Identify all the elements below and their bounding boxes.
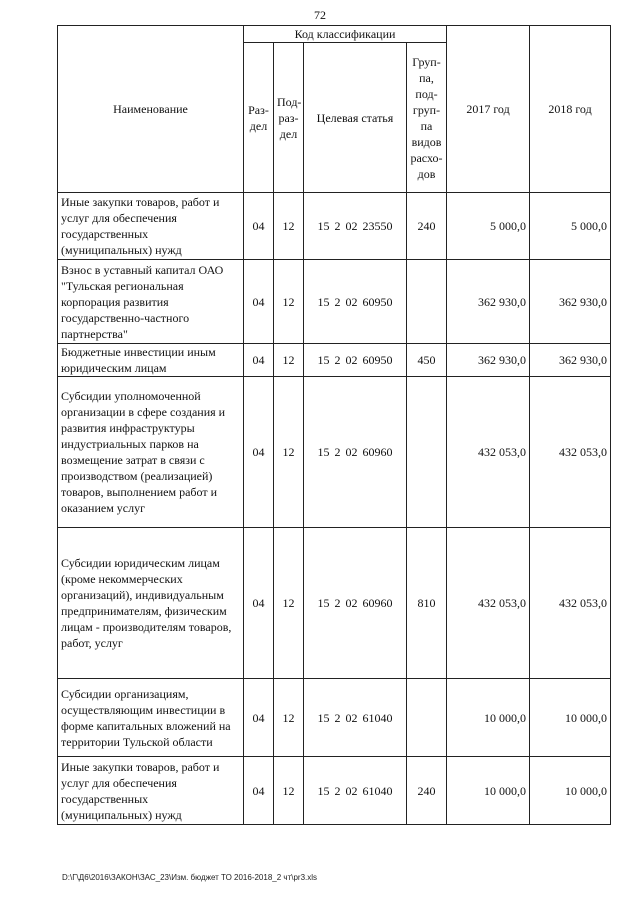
row-amount-2018: 362 930,0 xyxy=(530,344,611,377)
row-subsection: 12 xyxy=(274,344,304,377)
row-section: 04 xyxy=(244,377,274,528)
table-row xyxy=(58,344,611,377)
row-amount-2017: 362 930,0 xyxy=(447,260,530,344)
row-amount-2018: 432 053,0 xyxy=(530,377,611,528)
row-expense-group: 240 xyxy=(407,193,447,260)
header-name: Наименование xyxy=(58,26,244,193)
row-target-article: 15 2 02 23550 xyxy=(304,193,407,260)
header-year-2017: 2017 год xyxy=(447,26,530,193)
table-row xyxy=(58,679,611,757)
header-code-group: Код классификации xyxy=(244,26,447,43)
table-row xyxy=(58,193,611,260)
header-target-article: Целевая статья xyxy=(304,43,407,193)
table-row xyxy=(58,377,611,528)
header-year-2018: 2018 год xyxy=(530,26,611,193)
budget-table xyxy=(57,25,611,825)
page-number: 72 xyxy=(314,8,326,22)
table-row xyxy=(58,757,611,825)
row-section: 04 xyxy=(244,679,274,757)
row-section: 04 xyxy=(244,344,274,377)
row-amount-2017: 362 930,0 xyxy=(447,344,530,377)
row-amount-2017: 5 000,0 xyxy=(447,193,530,260)
header-expense-group: Груп- па, под- груп- па видов расхо- дов xyxy=(407,43,447,193)
file-path-footer: D:\Г\Д6\2016\ЗАКОН\ЗАС_23\Изм. бюджет ТО 2016-2018_2 чт\pr3.xls xyxy=(62,873,318,882)
row-amount-2018: 10 000,0 xyxy=(530,679,611,757)
row-name: Бюджетные инвестиции иным юридическим лицам xyxy=(58,344,244,377)
row-target-article: 15 2 02 61040 xyxy=(304,679,407,757)
row-expense-group xyxy=(407,679,447,757)
row-name: Субсидии организациям, осуществляющим инвестиции в форме капитальных вложений на территории Тульской области xyxy=(58,679,244,757)
row-name: Иные закупки товаров, работ и услуг для обеспечения государственных (муниципальных) нужд xyxy=(58,193,244,260)
header-subsection: Под- раз- дел xyxy=(274,43,304,193)
row-name: Субсидии юридическим лицам (кроме некоммерческих организаций), индивидуальным предпринимателям, физическим лицам - производителям товаров, работ, услуг xyxy=(58,528,244,679)
row-name: Субсидии уполномоченной организации в сфере создания и развития инфраструктуры индустриальных парков на возмещение затрат в связи с производством (реализацией) товаров, выполнением работ и оказанием услуг xyxy=(58,377,244,528)
row-subsection: 12 xyxy=(274,377,304,528)
row-amount-2018: 5 000,0 xyxy=(530,193,611,260)
row-amount-2018: 432 053,0 xyxy=(530,528,611,679)
row-section: 04 xyxy=(244,260,274,344)
row-subsection: 12 xyxy=(274,679,304,757)
row-subsection: 12 xyxy=(274,193,304,260)
row-amount-2018: 362 930,0 xyxy=(530,260,611,344)
row-name: Взнос в уставный капитал ОАО "Тульская региональная корпорация развития государственно-частного партнерства" xyxy=(58,260,244,344)
row-target-article: 15 2 02 60960 xyxy=(304,528,407,679)
row-target-article: 15 2 02 60950 xyxy=(304,344,407,377)
row-section: 04 xyxy=(244,528,274,679)
row-amount-2017: 10 000,0 xyxy=(447,757,530,825)
row-target-article: 15 2 02 60950 xyxy=(304,260,407,344)
row-amount-2017: 432 053,0 xyxy=(447,377,530,528)
row-expense-group: 450 xyxy=(407,344,447,377)
row-target-article: 15 2 02 60960 xyxy=(304,377,407,528)
table-row xyxy=(58,528,611,679)
row-name: Иные закупки товаров, работ и услуг для обеспечения государственных (муниципальных) нужд xyxy=(58,757,244,825)
row-section: 04 xyxy=(244,757,274,825)
row-amount-2017: 10 000,0 xyxy=(447,679,530,757)
row-subsection: 12 xyxy=(274,757,304,825)
row-expense-group: 810 xyxy=(407,528,447,679)
row-expense-group xyxy=(407,260,447,344)
row-amount-2017: 432 053,0 xyxy=(447,528,530,679)
row-amount-2018: 10 000,0 xyxy=(530,757,611,825)
table-row xyxy=(58,260,611,344)
row-subsection: 12 xyxy=(274,528,304,679)
row-section: 04 xyxy=(244,193,274,260)
row-expense-group xyxy=(407,377,447,528)
row-target-article: 15 2 02 61040 xyxy=(304,757,407,825)
header-section: Раз- дел xyxy=(244,43,274,193)
row-subsection: 12 xyxy=(274,260,304,344)
row-expense-group: 240 xyxy=(407,757,447,825)
